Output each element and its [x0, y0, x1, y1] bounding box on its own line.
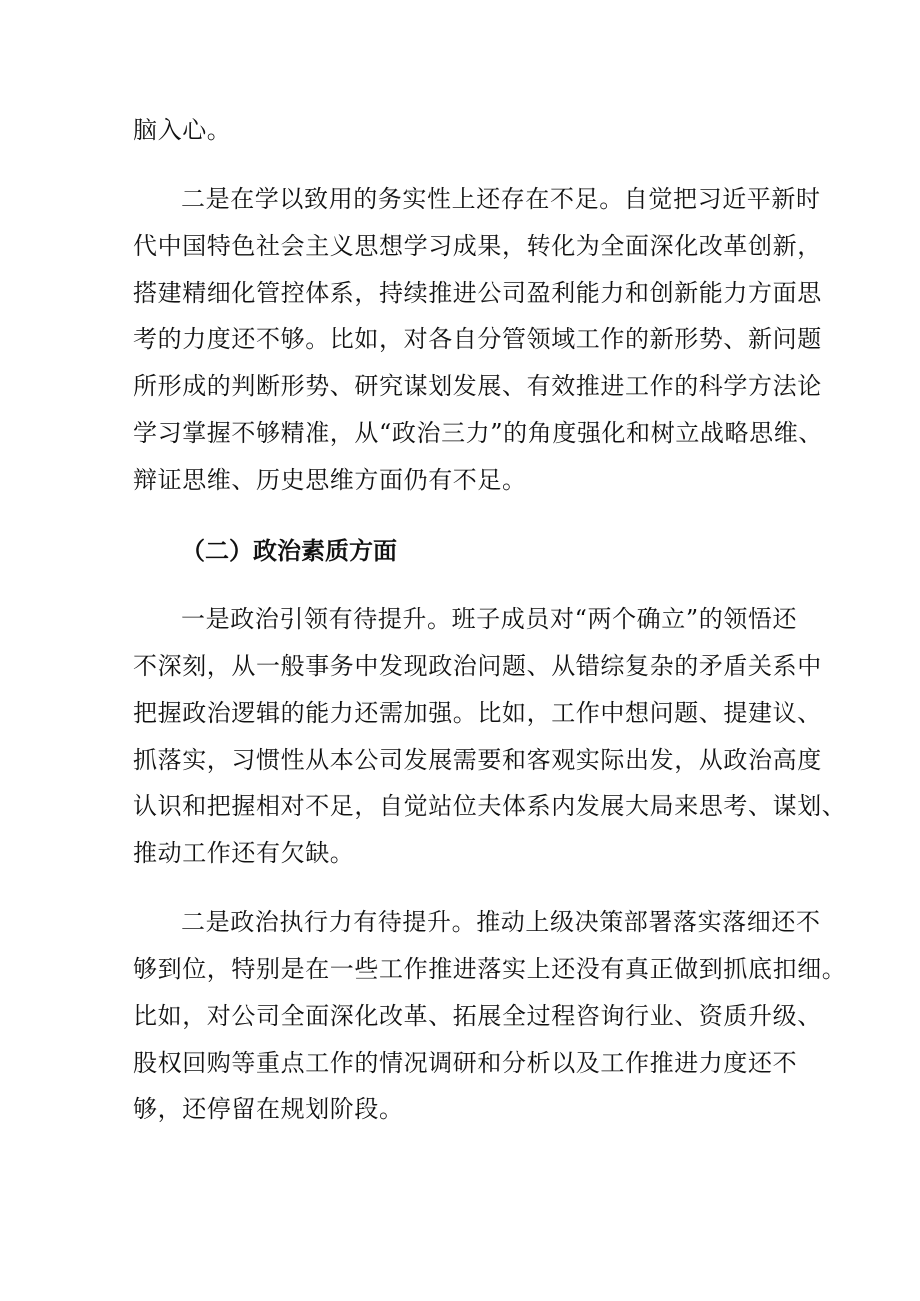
section-heading: （二）政治素质方面: [181, 537, 397, 565]
paragraph-line: 考的力度还不够。比如，对各自分管领域工作的新形势、新问题: [133, 325, 822, 353]
paragraph-line: 认识和把握相对不足，自觉站位夫体系内发展大局来思考、谋划、: [133, 792, 847, 820]
paragraph-line: 辩证思维、历史思维方面仍有不足。: [133, 466, 527, 494]
paragraph-line: 把握政治逻辑的能力还需加强。比如，工作中想问题、提建议、: [133, 699, 822, 727]
paragraph-line: 搭建精细化管控体系，持续推进公司盈利能力和创新能力方面思: [133, 279, 822, 307]
paragraph-line: 所形成的判断形势、研究谋划发展、有效推进工作的科学方法论: [133, 372, 822, 400]
paragraph-line: 不深刻，从一般事务中发现政治问题、从错综复杂的矛盾关系中: [133, 652, 822, 680]
paragraph-line: 抓落实，习惯性从本公司发展需要和客观实际出发，从政治高度: [133, 746, 822, 774]
paragraph-line: 二是政治执行力有待提升。推动上级决策部署落实落细还不: [181, 908, 821, 936]
paragraph-line: 推动工作还有欠缺。: [133, 839, 355, 867]
paragraph-line: 代中国特色社会主义思想学习成果，转化为全面深化改革创新，: [133, 232, 822, 260]
paragraph-line: 学习掌握不够精准，从“政治三力”的角度强化和树立战略思维、: [133, 419, 823, 447]
paragraph-line: 股权回购等重点工作的情况调研和分析以及工作推进力度还不: [133, 1049, 798, 1077]
paragraph-line: 够，还停留在规划阶段。: [133, 1095, 404, 1123]
paragraph-line: 二是在学以致用的务实性上还存在不足。自觉把习近平新时: [181, 185, 821, 213]
paragraph-line: 脑入心。: [133, 116, 232, 144]
paragraph-line: 比如，对公司全面深化改革、拓展全过程咨询行业、资质升级、: [133, 1002, 822, 1030]
paragraph-line: 够到位，特别是在一些工作推进落实上还没有真正做到抓底扣细。: [133, 955, 847, 983]
paragraph-line: 一是政治引领有待提升。班子成员对“两个确立”的领悟还: [181, 605, 798, 633]
